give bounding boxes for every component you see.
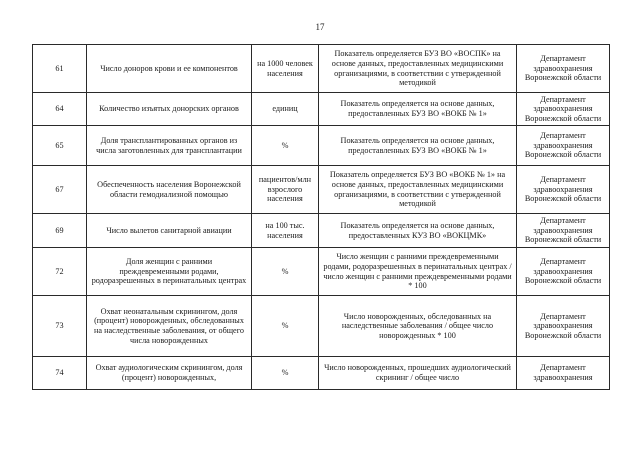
calculation-method: Показатель определяется на основе данных, предоставленных БУЗ ВО «ВОКБ № 1»: [319, 126, 517, 166]
row-number: 69: [33, 214, 87, 248]
responsible-body: Департамент здравоохранения Воронежской области: [517, 166, 610, 214]
indicator-name: Охват неонатальным скринингом, доля (процент) новорожденных, обследованных на наследственные заболевания, от общего числа новорожденных: [87, 296, 252, 357]
responsible-body: Департамент здравоохранения Воронежской области: [517, 126, 610, 166]
unit-of-measure: на 100 тыс. населения: [252, 214, 319, 248]
unit-of-measure: %: [252, 357, 319, 390]
table-row: [33, 296, 610, 357]
responsible-body: Департамент здравоохранения Воронежской области: [517, 296, 610, 357]
row-number: 65: [33, 126, 87, 166]
table-row: [33, 126, 610, 166]
table-row: [33, 357, 610, 390]
unit-of-measure: %: [252, 126, 319, 166]
table-row: [33, 166, 610, 214]
responsible-body: Департамент здравоохранения Воронежской области: [517, 45, 610, 93]
indicator-name: Доля женщин с ранними преждевременными родами, родоразрешенных в перинатальных центрах: [87, 248, 252, 296]
unit-of-measure: %: [252, 296, 319, 357]
indicators-table: [32, 44, 610, 390]
responsible-body: Департамент здравоохранения: [517, 357, 610, 390]
table-row: [33, 214, 610, 248]
unit-of-measure: пациентов/млн взрослого населения: [252, 166, 319, 214]
row-number: 72: [33, 248, 87, 296]
calculation-method: Число женщин с ранними преждевременными родами, родоразрешенных в перинатальных центрах / число женщин с ранними преждевременными родами * 100: [319, 248, 517, 296]
calculation-method: Показатель определяется БУЗ ВО «ВОКБ № 1» на основе данных, предоставленных медицинскими организациями, в соответствии с утвержденной методикой: [319, 166, 517, 214]
calculation-method: Показатель определяется на основе данных, предоставленных КУЗ ВО «ВОКЦМК»: [319, 214, 517, 248]
responsible-body: Департамент здравоохранения Воронежской области: [517, 93, 610, 126]
table-row: [33, 248, 610, 296]
indicator-name: Обеспеченность населения Воронежской области гемодиализной помощью: [87, 166, 252, 214]
row-number: 74: [33, 357, 87, 390]
indicator-name: Охват аудиологическим скринингом, доля (процент) новорожденных,: [87, 357, 252, 390]
indicator-name: Число вылетов санитарной авиации: [87, 214, 252, 248]
responsible-body: Департамент здравоохранения Воронежской области: [517, 214, 610, 248]
calculation-method: Показатель определяется БУЗ ВО «ВОСПК» на основе данных, предоставленных медицинскими организациями, в соответствии с утвержденной методикой: [319, 45, 517, 93]
row-number: 61: [33, 45, 87, 93]
row-number: 73: [33, 296, 87, 357]
page-number: 17: [315, 22, 325, 32]
indicator-name: Число доноров крови и ее компонентов: [87, 45, 252, 93]
calculation-method: Число новорожденных, прошедших аудиологический скрининг / общее число: [319, 357, 517, 390]
unit-of-measure: на 1000 человек населения: [252, 45, 319, 93]
row-number: 67: [33, 166, 87, 214]
calculation-method: Показатель определяется на основе данных, предоставленных БУЗ ВО «ВОКБ № 1»: [319, 93, 517, 126]
calculation-method: Число новорожденных, обследованных на наследственные заболевания / общее число новорожденных * 100: [319, 296, 517, 357]
responsible-body: Департамент здравоохранения Воронежской области: [517, 248, 610, 296]
unit-of-measure: единиц: [252, 93, 319, 126]
table-row: [33, 93, 610, 126]
table-row: [33, 45, 610, 93]
indicator-name: Доля трансплантированных органов из числа заготовленных для трансплантации: [87, 126, 252, 166]
unit-of-measure: %: [252, 248, 319, 296]
indicator-name: Количество изъятых донорских органов: [87, 93, 252, 126]
row-number: 64: [33, 93, 87, 126]
